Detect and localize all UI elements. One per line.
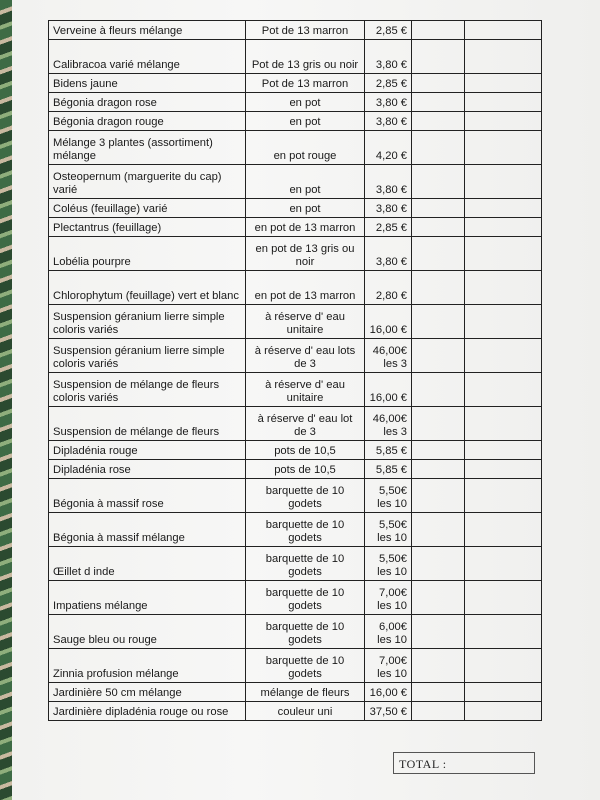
total-box: TOTAL : xyxy=(393,752,535,774)
price-cell: 3,80 € xyxy=(365,165,412,199)
plant-price-table xyxy=(48,20,542,721)
plant-name-cell: Suspension de mélange de fleurs xyxy=(49,407,246,441)
price-cell: 2,85 € xyxy=(365,21,412,40)
table-row xyxy=(49,683,542,702)
table-row xyxy=(49,702,542,721)
amount-cell xyxy=(465,165,542,199)
plant-name-cell: Bégonia à massif rose xyxy=(49,479,246,513)
table-row xyxy=(49,581,542,615)
plant-name-cell: Jardinière 50 cm mélange xyxy=(49,683,246,702)
amount-cell xyxy=(465,305,542,339)
amount-cell xyxy=(465,615,542,649)
table-row xyxy=(49,40,542,74)
quantity-cell xyxy=(412,74,465,93)
amount-cell xyxy=(465,218,542,237)
price-cell: 16,00 € xyxy=(365,305,412,339)
quantity-cell xyxy=(412,112,465,131)
plant-name-cell: Dipladénia rouge xyxy=(49,441,246,460)
amount-cell xyxy=(465,479,542,513)
price-cell: 5,85 € xyxy=(365,460,412,479)
table-row xyxy=(49,479,542,513)
packaging-cell: Pot de 13 gris ou noir xyxy=(246,40,365,74)
amount-cell xyxy=(465,683,542,702)
quantity-cell xyxy=(412,373,465,407)
plant-name-cell: Calibracoa varié mélange xyxy=(49,40,246,74)
quantity-cell xyxy=(412,547,465,581)
price-cell: 16,00 € xyxy=(365,373,412,407)
plant-name-cell: Sauge bleu ou rouge xyxy=(49,615,246,649)
amount-cell xyxy=(465,131,542,165)
packaging-cell: couleur uni xyxy=(246,702,365,721)
table-row xyxy=(49,218,542,237)
plant-name-cell: Zinnia profusion mélange xyxy=(49,649,246,683)
packaging-cell: à réserve d' eau unitaire xyxy=(246,305,365,339)
quantity-cell xyxy=(412,513,465,547)
quantity-cell xyxy=(412,407,465,441)
packaging-cell: barquette de 10 godets xyxy=(246,479,365,513)
table-row xyxy=(49,513,542,547)
packaging-cell: en pot de 13 marron xyxy=(246,271,365,305)
amount-cell xyxy=(465,581,542,615)
price-cell: 6,00€ les 10 xyxy=(365,615,412,649)
price-cell: 16,00 € xyxy=(365,683,412,702)
table-row xyxy=(49,271,542,305)
price-cell: 4,20 € xyxy=(365,131,412,165)
plant-name-cell: Suspension de mélange de fleurs coloris variés xyxy=(49,373,246,407)
table-row xyxy=(49,615,542,649)
plant-name-cell: Osteopernum (marguerite du cap) varié xyxy=(49,165,246,199)
price-cell: 2,85 € xyxy=(365,74,412,93)
plant-name-cell: Bégonia à massif mélange xyxy=(49,513,246,547)
packaging-cell: en pot de 13 marron xyxy=(246,218,365,237)
amount-cell xyxy=(465,271,542,305)
packaging-cell: barquette de 10 godets xyxy=(246,581,365,615)
packaging-cell: à réserve d' eau lot de 3 xyxy=(246,407,365,441)
packaging-cell: en pot xyxy=(246,93,365,112)
plant-name-cell: Bidens jaune xyxy=(49,74,246,93)
quantity-cell xyxy=(412,199,465,218)
price-cell: 5,50€ les 10 xyxy=(365,547,412,581)
plant-name-cell: Jardinière dipladénia rouge ou rose xyxy=(49,702,246,721)
plant-name-cell: Bégonia dragon rose xyxy=(49,93,246,112)
quantity-cell xyxy=(412,237,465,271)
amount-cell xyxy=(465,373,542,407)
packaging-cell: en pot xyxy=(246,199,365,218)
quantity-cell xyxy=(412,271,465,305)
table-row xyxy=(49,441,542,460)
quantity-cell xyxy=(412,460,465,479)
amount-cell xyxy=(465,237,542,271)
amount-cell xyxy=(465,21,542,40)
packaging-cell: barquette de 10 godets xyxy=(246,513,365,547)
price-cell: 37,50 € xyxy=(365,702,412,721)
plant-name-cell: Lobélia pourpre xyxy=(49,237,246,271)
price-cell: 5,50€ les 10 xyxy=(365,479,412,513)
plant-name-cell: Verveine à fleurs mélange xyxy=(49,21,246,40)
price-cell: 5,85 € xyxy=(365,441,412,460)
quantity-cell xyxy=(412,131,465,165)
amount-cell xyxy=(465,93,542,112)
packaging-cell: à réserve d' eau lots de 3 xyxy=(246,339,365,373)
packaging-cell: Pot de 13 marron xyxy=(246,21,365,40)
packaging-cell: barquette de 10 godets xyxy=(246,547,365,581)
amount-cell xyxy=(465,702,542,721)
price-cell: 3,80 € xyxy=(365,199,412,218)
amount-cell xyxy=(465,547,542,581)
table-row xyxy=(49,21,542,40)
quantity-cell xyxy=(412,93,465,112)
price-cell: 2,85 € xyxy=(365,218,412,237)
amount-cell xyxy=(465,649,542,683)
plant-name-cell: Impatiens mélange xyxy=(49,581,246,615)
plant-name-cell: Bégonia dragon rouge xyxy=(49,112,246,131)
table-row xyxy=(49,460,542,479)
plant-name-cell: Suspension géranium lierre simple coloris variés xyxy=(49,305,246,339)
packaging-cell: barquette de 10 godets xyxy=(246,649,365,683)
price-cell: 46,00€ les 3 xyxy=(365,339,412,373)
plant-name-cell: Suspension géranium lierre simple coloris variés xyxy=(49,339,246,373)
packaging-cell: à réserve d' eau unitaire xyxy=(246,373,365,407)
price-cell: 3,80 € xyxy=(365,40,412,74)
packaging-cell: mélange de fleurs xyxy=(246,683,365,702)
table-row xyxy=(49,74,542,93)
packaging-cell: en pot de 13 gris ou noir xyxy=(246,237,365,271)
table-row xyxy=(49,165,542,199)
table-row xyxy=(49,373,542,407)
table-row xyxy=(49,131,542,165)
price-cell: 46,00€ les 3 xyxy=(365,407,412,441)
plant-name-cell: Coléus (feuillage) varié xyxy=(49,199,246,218)
price-cell: 3,80 € xyxy=(365,93,412,112)
packaging-cell: Pot de 13 marron xyxy=(246,74,365,93)
packaging-cell: barquette de 10 godets xyxy=(246,615,365,649)
table-row xyxy=(49,649,542,683)
quantity-cell xyxy=(412,21,465,40)
quantity-cell xyxy=(412,649,465,683)
plant-name-cell: Mélange 3 plantes (assortiment) mélange xyxy=(49,131,246,165)
price-cell: 7,00€ les 10 xyxy=(365,581,412,615)
table-row xyxy=(49,93,542,112)
amount-cell xyxy=(465,40,542,74)
price-cell: 3,80 € xyxy=(365,237,412,271)
amount-cell xyxy=(465,199,542,218)
amount-cell xyxy=(465,74,542,93)
price-cell: 3,80 € xyxy=(365,112,412,131)
quantity-cell xyxy=(412,479,465,513)
table-row xyxy=(49,339,542,373)
amount-cell xyxy=(465,112,542,131)
table-row xyxy=(49,547,542,581)
quantity-cell xyxy=(412,441,465,460)
price-cell: 7,00€ les 10 xyxy=(365,649,412,683)
price-cell: 5,50€ les 10 xyxy=(365,513,412,547)
quantity-cell xyxy=(412,581,465,615)
packaging-cell: en pot xyxy=(246,165,365,199)
plant-name-cell: Chlorophytum (feuillage) vert et blanc xyxy=(49,271,246,305)
amount-cell xyxy=(465,441,542,460)
plant-name-cell: Plectantrus (feuillage) xyxy=(49,218,246,237)
amount-cell xyxy=(465,339,542,373)
quantity-cell xyxy=(412,683,465,702)
amount-cell xyxy=(465,513,542,547)
quantity-cell xyxy=(412,305,465,339)
plant-name-cell: Œillet d inde xyxy=(49,547,246,581)
table-row xyxy=(49,199,542,218)
quantity-cell xyxy=(412,218,465,237)
packaging-cell: pots de 10,5 xyxy=(246,441,365,460)
amount-cell xyxy=(465,407,542,441)
table-row xyxy=(49,237,542,271)
packaging-cell: en pot xyxy=(246,112,365,131)
amount-cell xyxy=(465,460,542,479)
packaging-cell: pots de 10,5 xyxy=(246,460,365,479)
table-row xyxy=(49,305,542,339)
price-cell: 2,80 € xyxy=(365,271,412,305)
plant-name-cell: Dipladénia rose xyxy=(49,460,246,479)
quantity-cell xyxy=(412,615,465,649)
packaging-cell: en pot rouge xyxy=(246,131,365,165)
table-row xyxy=(49,112,542,131)
quantity-cell xyxy=(412,40,465,74)
table-row xyxy=(49,407,542,441)
quantity-cell xyxy=(412,339,465,373)
quantity-cell xyxy=(412,165,465,199)
quantity-cell xyxy=(412,702,465,721)
